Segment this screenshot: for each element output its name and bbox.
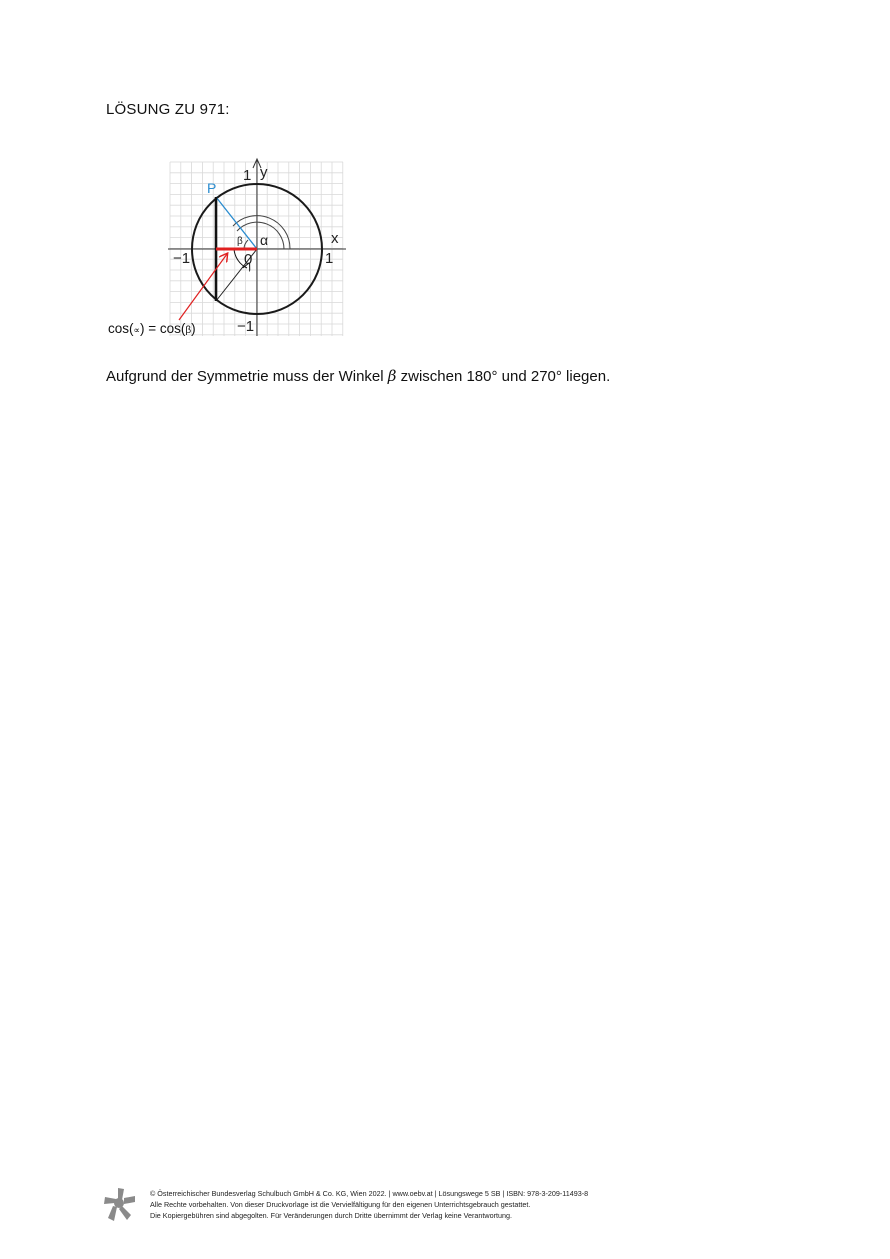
point-p-label: P xyxy=(207,180,217,196)
y-top-tick: 1 xyxy=(243,167,252,184)
beta-symbol: β xyxy=(387,367,397,385)
unit-circle-figure xyxy=(100,150,360,350)
footer xyxy=(104,1186,804,1226)
footer-line-2: Alle Rechte vorbehalten. Von dieser Druckvorlage ist die Vervielfältigung für den eigenen Unterrichtsgebrauch gestattet. xyxy=(150,1200,531,1209)
explanation-text xyxy=(106,367,610,385)
origin-label: 0 xyxy=(244,251,253,268)
x-axis-label: x xyxy=(331,230,339,247)
y-axis-label: y xyxy=(260,164,268,181)
footer-line-3: Die Kopiergebühren sind abgegolten. Für Veränderungen durch Dritte übernimmt der Verlag keine Verantwortung. xyxy=(150,1211,512,1220)
beta-label: β xyxy=(237,236,243,247)
footer-line-1: © Österreichischer Bundesverlag Schulbuch GmbH & Co. KG, Wien 2022. | www.oebv.at | Lösungswege 5 SB | ISBN: 978-3-209-11493-8 xyxy=(150,1189,589,1198)
x-right-tick: 1 xyxy=(325,250,334,267)
solution-heading: LÖSUNG ZU 971: xyxy=(106,101,230,118)
x-left-tick: −1 xyxy=(173,250,191,267)
alpha-label: α xyxy=(260,232,269,248)
publisher-logo-icon xyxy=(104,1188,136,1222)
cosine-caption: cos(∝) = cos(β) xyxy=(108,321,196,336)
explanation-before: Aufgrund der Symmetrie muss der Winkel xyxy=(106,368,388,385)
explanation-after: zwischen 180° und 270° liegen. xyxy=(396,368,611,385)
y-bottom-tick: −1 xyxy=(237,318,255,335)
unit-circle-diagram xyxy=(100,150,360,350)
